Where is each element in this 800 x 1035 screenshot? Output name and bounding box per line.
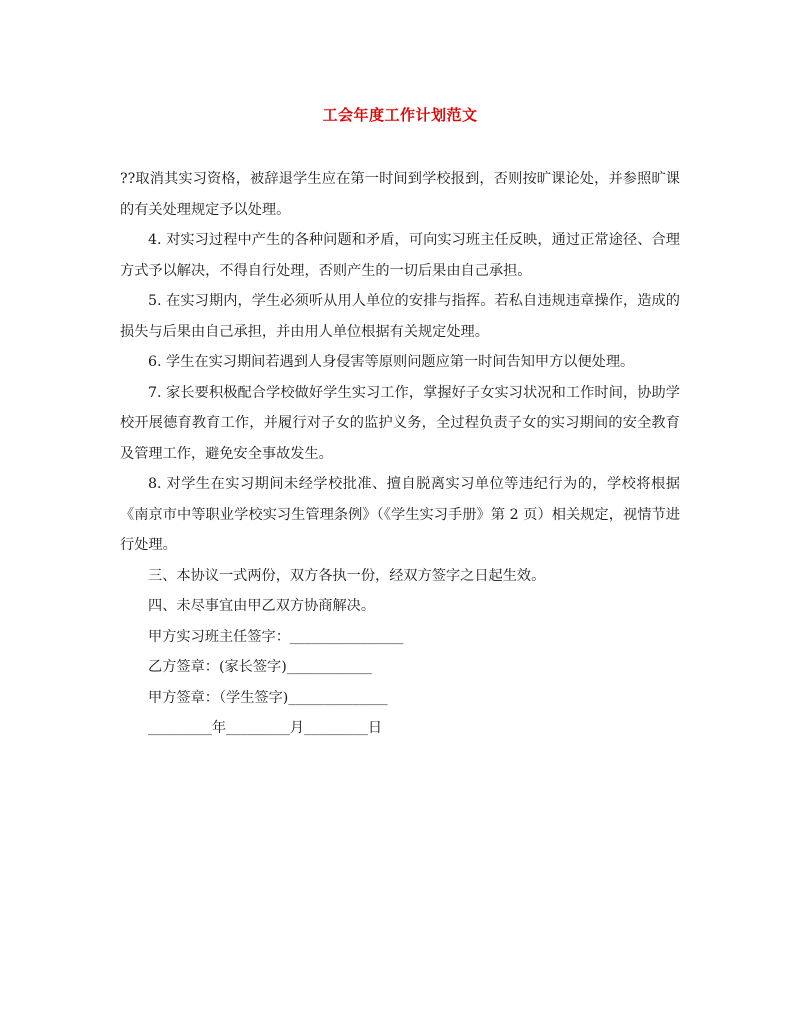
- paragraph-item-4: 4. 对实习过程中产生的各种问题和矛盾，可向实习班主任反映，通过正常途径、合理方式予以解决，不得自行处理，否则产生的一切后果由自己承担。: [120, 232, 680, 279]
- signature-line-student: 甲方签章：（学生签字)______________: [148, 689, 388, 706]
- paragraph-clause-3: 三、本协议一式两份，双方各执一份，经双方签字之日起生效。: [148, 567, 546, 584]
- signature-line-parent: 乙方签章：(家长签字)____________: [148, 659, 372, 675]
- paragraph-continuation: ??取消其实习资格，被辞退学生应在第一时间到学校报到，否则按旷课论处，并参照旷课的有关处理规定予以处理。: [120, 171, 680, 218]
- paragraph-clause-4: 四、未尽事宜由甲乙双方协商解决。: [148, 598, 376, 614]
- paragraph-item-7: 7. 家长要积极配合学校做好学生实习工作，掌握好子女实习状况和工作时间，协助学校开展德育教育工作，并履行对子女的监护义务，全过程负责子女的实习期间的安全教育及管理工作，避免安全事故发生。: [120, 384, 680, 462]
- paragraph-item-8: 8. 对学生在实习期间未经学校批准、擅自脱离实习单位等违纪行为的，学校将根据《南京市中等职业学校实习生管理条例》（《学生实习手册》第 2 页）相关规定，视情节进行处理。: [120, 476, 680, 553]
- document-title: 工会年度工作计划范文: [322, 106, 478, 124]
- document-body: [120, 164, 680, 744]
- paragraph-item-6: 6. 学生在实习期间若遇到人身侵害等原则问题应第一时间告知甲方以便处理。: [148, 354, 635, 370]
- date-line: _________年_________月_________日: [148, 720, 383, 736]
- signature-line-teacher: 甲方实习班主任签字：________________: [148, 628, 404, 645]
- paragraph-item-5: 5. 在实习期内，学生必须听从用人单位的安排与指挥。若私自违规违章操作，造成的损失与后果由自己承担，并由用人单位根据有关规定处理。: [120, 293, 680, 340]
